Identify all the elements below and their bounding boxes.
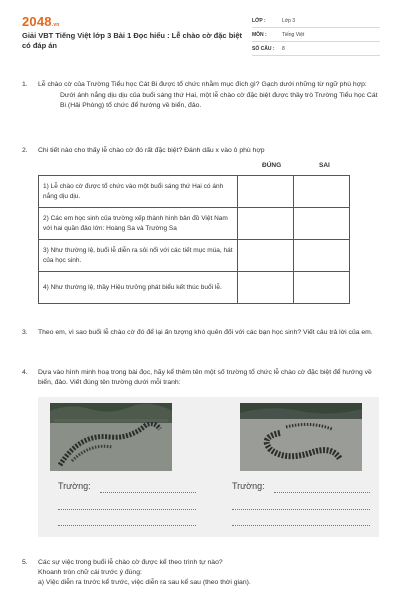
meta-key: MÔN :: [252, 31, 267, 38]
illustration-panel: [38, 397, 379, 537]
answer-line[interactable]: [58, 525, 196, 526]
statement-cell: 4) Như thường lệ, thầy Hiệu trưởng phát biểu kết thúc buổi lễ.: [39, 272, 238, 304]
true-checkbox-cell[interactable]: [238, 208, 294, 240]
true-false-table: [38, 175, 350, 304]
meta-key: SỐ CÂU :: [252, 45, 275, 52]
true-checkbox-cell[interactable]: [238, 240, 294, 272]
question-text: Chi tiết nào cho thấy lễ chào cờ đó rất đặc biệt? Đánh dấu x vào ô phù hợp: [38, 147, 265, 154]
question-instruction: Khoanh tròn chữ cái trước ý đúng:: [38, 569, 142, 576]
statement-cell: 3) Như thường lệ, buổi lễ diễn ra sôi nổi với các tiết mục múa, hát của học sinh.: [39, 240, 238, 272]
column-header-true: ĐÚNG: [262, 162, 282, 169]
school-name-label-left: Trường:: [58, 481, 91, 491]
table-row: [39, 208, 350, 240]
question-text: Theo em, vì sao buổi lễ chào cờ đó để lại ấn tượng khó quên đối với các bạn học sinh? Viết câu trả lời của em.: [38, 329, 373, 336]
false-checkbox-cell[interactable]: [294, 272, 350, 304]
answer-line[interactable]: [232, 525, 370, 526]
meta-row-subject: [252, 28, 380, 42]
question-number: 2.: [22, 147, 28, 154]
logo-suffix-text: .vn: [51, 22, 60, 28]
school-yard-photo-left: [50, 403, 172, 471]
meta-value: Tiếng Việt: [282, 31, 305, 38]
question-5: [22, 558, 380, 588]
school-name-answer-line-left[interactable]: [100, 492, 196, 493]
meta-key: LỚP :: [252, 17, 266, 24]
question-number: 1.: [22, 81, 28, 88]
false-checkbox-cell[interactable]: [294, 240, 350, 272]
question-1: [22, 80, 380, 111]
school-name-label-right: Trường:: [232, 481, 265, 491]
logo-main-text: 2048: [22, 14, 52, 29]
meta-row-class: [252, 14, 380, 28]
school-name-answer-line-right[interactable]: [274, 492, 370, 493]
meta-value: 8: [282, 45, 285, 52]
question-answer: Dưới ánh nắng dịu dịu của buổi sáng thứ Hai, một lễ chào cờ đặc biệt được thầy trò Trường Tiểu học Cát Bi (Hải Phòng) tổ chức để hướng về biển, đảo.: [60, 92, 378, 109]
question-number: 4.: [22, 369, 28, 376]
question-4: [22, 368, 380, 388]
column-header-false: SAI: [319, 162, 330, 169]
table-row: [39, 272, 350, 304]
question-text: Các sự việc trong buổi lễ chào cờ được kể theo trình tự nào?: [38, 559, 223, 566]
statement-cell: 1) Lễ chào cờ được tổ chức vào một buổi sáng thứ Hai có ánh nắng dịu dịu.: [39, 176, 238, 208]
false-checkbox-cell[interactable]: [294, 176, 350, 208]
question-3: [22, 328, 380, 338]
school-yard-photo-right: [240, 403, 362, 471]
question-text: Dựa vào hình minh hoạ trong bài đọc, hãy kể thêm tên một số trường tổ chức lễ chào cờ đặc biệt để hướng về biển, đảo. Viết đúng tên trường dưới mỗi tranh:: [38, 369, 372, 386]
document-title: Giải VBT Tiếng Việt lớp 3 Bài 1 Đọc hiểu : Lễ chào cờ đặc biệt có đáp án: [22, 31, 243, 50]
false-checkbox-cell[interactable]: [294, 208, 350, 240]
meta-value: Lớp 3: [282, 17, 296, 24]
meta-row-count: [252, 42, 380, 56]
answer-line[interactable]: [58, 509, 196, 510]
answer-line[interactable]: [232, 509, 370, 510]
meta-info-panel: [252, 14, 380, 56]
true-checkbox-cell[interactable]: [238, 272, 294, 304]
true-checkbox-cell[interactable]: [238, 176, 294, 208]
answer-option-a[interactable]: a) Việc diễn ra trước kể trước, việc diễn ra sau kể sau (theo thời gian).: [38, 579, 251, 586]
table-row: [39, 176, 350, 208]
statement-cell: 2) Các em học sinh của trường xếp thành hình bản đồ Việt Nam với hai quần đảo lớn: Hoàng Sa và Trường Sa: [39, 208, 238, 240]
question-number: 3.: [22, 329, 28, 336]
site-logo[interactable]: [22, 14, 60, 29]
table-row: [39, 240, 350, 272]
question-text: Lễ chào cờ của Trường Tiểu học Cát Bi được tổ chức nhằm mục đích gì? Gạch dưới những từ ngữ phù hợp:: [38, 81, 367, 88]
question-2: [22, 146, 380, 156]
question-number: 5.: [22, 559, 28, 566]
